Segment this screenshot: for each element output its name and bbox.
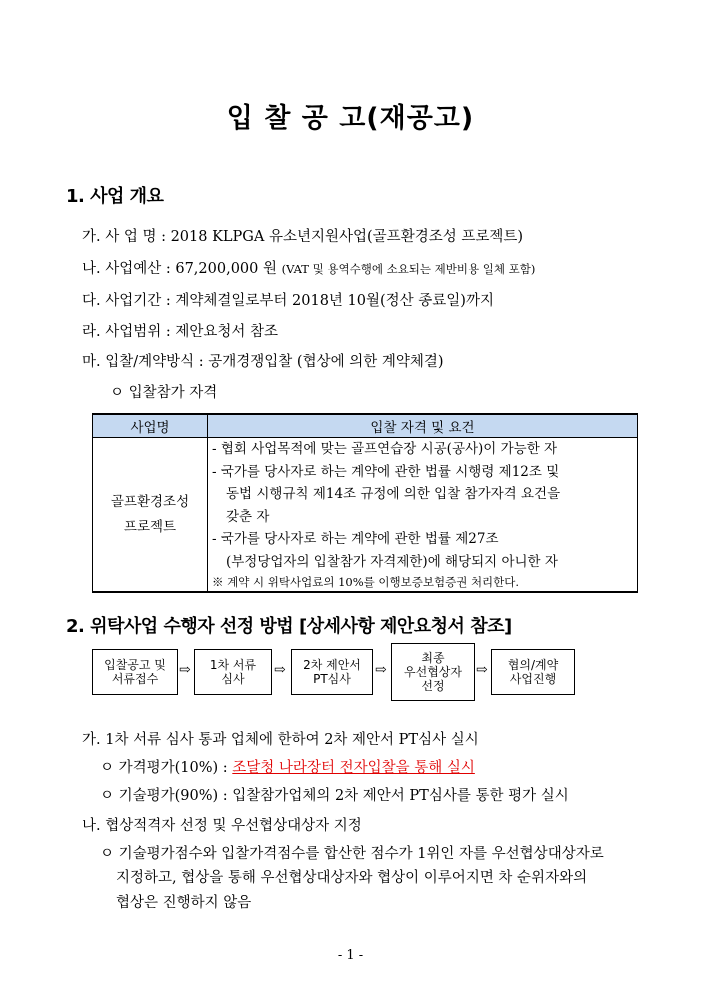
flow-step-line: 협의/계약 [507,658,559,672]
table-row [93,438,638,593]
flow-step-line: 최종 [421,651,445,665]
requirement-line: (부정당업자의 입찰참가 자격제한)에 해당되지 아니한 자 [226,553,558,570]
selection-item-b: 나. 협상적격자 선정 및 우선협상대상자 지정 [82,818,362,834]
flow-arrow-icon: ⇨ [375,662,387,678]
project-name-line: 프로젝트 [123,518,177,535]
overview-item-scope [82,320,278,341]
flow-step-announcement [92,649,178,695]
flow-step-line: 우선협상자 [404,665,462,679]
flow-step-line: 사업진행 [509,672,557,686]
bullet-line: ㅇ 기술평가점수와 입찰가격점수를 합산한 점수가 1위인 자를 우선협상대상자로 [100,846,604,862]
flow-step-line: 심사 [221,672,245,686]
item-value: 제안요청서 참조 [175,324,279,340]
requirement-line: - 협회 사업목적에 맞는 골프연습장 시공(공사)이 가능한 자 [212,441,558,457]
flow-step-document-review [194,649,272,695]
table-header-project: 사업명 [93,414,208,438]
page-title: 입 찰 공 고(재공고) [226,103,475,134]
item-value: 67,200,000 원 [175,261,277,277]
eligibility-bullet: ㅇ 입찰참가 자격 [110,385,218,401]
requirement-line: 동법 시행규칙 제14조 규정에 의한 입찰 참가자격 요건을 [226,486,561,502]
item-label: 다. 사업기간 : [82,293,171,309]
overview-item-period [82,289,494,310]
flow-arrow-icon: ⇨ [179,662,191,678]
item-label: 나. 사업예산 : [82,261,171,277]
flow-step-line: PT심사 [313,672,351,686]
item-value: 계약체결일로부터 2018년 10월(정산 종료일)까지 [175,293,494,309]
overview-item-budget [82,257,535,278]
flow-step-contract [491,649,575,695]
project-name-cell [93,438,208,593]
requirements-cell [208,438,638,593]
flow-step-final-selection [391,643,475,701]
item-label: 라. 사업범위 : [82,324,171,340]
flow-step-line: 1차 서류 [209,658,257,672]
price-evaluation-label: ㅇ 가격평가(10%) : [100,760,228,776]
item-value: 공개경쟁입찰 (협상에 의한 계약체결) [208,354,444,370]
overview-item-name [82,225,523,246]
item-value: 2018 KLPGA 유소년지원사업(골프환경조성 프로젝트) [170,229,524,245]
flow-step-line: 서류접수 [111,672,159,686]
flow-step-line: 입찰공고 및 [104,658,166,672]
flow-step-line: 2차 제안서 [303,658,361,672]
eligibility-table [92,413,638,593]
bullet-line: 협상은 진행하지 않음 [116,895,252,911]
flow-arrow-icon: ⇨ [476,662,488,678]
section2-heading: 2. 위탁사업 수행자 선정 방법 [상세사항 제안요청서 참조] [66,616,512,637]
requirement-line: - 국가를 당사자로 하는 계약에 관한 법률 제27조 [212,531,499,547]
item-label: 가. 사 업 명 : [82,229,166,245]
section1-heading: 1. 사업 개요 [66,186,164,207]
table-header-requirements: 입찰 자격 및 요건 [208,414,638,438]
flow-arrow-icon: ⇨ [274,662,286,678]
price-evaluation-value: 조달청 나라장터 전자입찰을 통해 실시 [232,760,475,776]
tech-evaluation: ㅇ 기술평가(90%) : 입찰참가업체의 2차 제안서 PT심사를 통한 평가 실시 [100,788,569,804]
price-evaluation [100,756,475,777]
flow-step-line: 선정 [421,679,445,693]
project-name-line: 골프환경조성 [110,493,190,510]
page-number: - 1 - [337,948,364,963]
requirement-footnote: ※ 계약 시 위탁사업료의 10%를 이행보증보험증권 처리한다. [212,575,520,589]
requirement-line: - 국가를 당사자로 하는 계약에 관한 법률 시행령 제12조 및 [212,463,560,480]
bullet-line: 지정하고, 협상을 통해 우선협상대상자와 협상이 이루어지면 차 순위자와의 [116,870,588,886]
overview-item-method [82,350,444,371]
item-label: 마. 입찰/계약방식 : [82,354,204,370]
flow-step-pt-review [291,649,373,695]
requirement-line: 갖춘 자 [226,508,270,525]
item-note: (VAT 및 용역수행에 소요되는 제반비용 일체 포함) [281,262,536,276]
selection-item-a: 가. 1차 서류 심사 통과 업체에 한하여 2차 제안서 PT심사 실시 [82,732,479,748]
table-header-row [93,414,638,438]
